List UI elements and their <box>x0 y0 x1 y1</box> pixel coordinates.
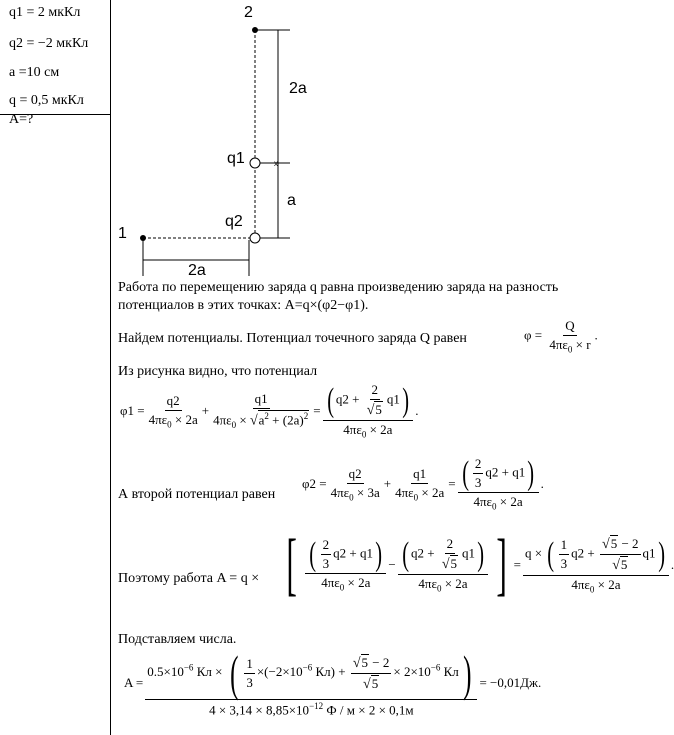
phi1-formula: φ1 = $\frac{q2}{4\pi\varepsilon_0 \times 2a}$ + $\frac{q1}{4\pi\varepsilon_0 \times √a^2 + (2a)^2}$ = ( q2 + $\frac{2}{√5}$ q1) $4\pi\varepsilon_0 \times 2a$ . <box>120 381 419 440</box>
label-q2: q2 <box>225 213 243 230</box>
second-potential-text: А второй потенциал равен <box>118 487 276 502</box>
charge-q1-circle <box>250 158 260 168</box>
given-find: A=? <box>9 112 34 127</box>
given-q: q = 0,5 мкКл <box>9 93 84 108</box>
point-2-dot <box>252 27 258 33</box>
find-potentials-text: Найдем потенциалы. Потенциал точечного заряда Q равен <box>118 331 467 346</box>
work-formula: [ ( $\frac{2}{3}$ q2 + q1) $4\pi\varepsilon_0 \times 2a$ − ( q2 + $\frac{2}{√5}$ q1) $4\pi\varepsilon_0 \times 2a$ ] = q × ( $\frac{1}{3}$ q2 + $\frac{√5 - 2}{√5}$ q1) $4\pi\varepsilon_0 \times 2a$ . <box>286 526 674 603</box>
therefore-work-text: Поэтому работа A = q × <box>118 571 260 586</box>
point-charge-formula: φ = $\frac{Q}{4\pi\varepsilon_0 \times r}$ . <box>524 318 598 355</box>
given-a: a =10 см <box>9 65 60 80</box>
charge-q2-circle <box>250 233 260 243</box>
substitute-text: Подставляем числа. <box>118 632 237 647</box>
figure <box>0 0 666 290</box>
label-q1: q1 <box>227 150 245 167</box>
point-1-dot <box>140 235 146 241</box>
given-q2: q2 = −2 мкКл <box>9 36 89 51</box>
intro-line-2: потенциалов в этих точках: A=q×(φ2−φ1). <box>118 298 369 313</box>
phi2-formula: φ2 = $\frac{q2}{4\pi\varepsilon_0 \times 3a}$ + $\frac{q1}{4\pi\varepsilon_0 \times 2a}$ = ( $\frac{2}{3}$ q2 + q1) $4\pi\varepsilon_0 \times 2a$ . <box>302 454 544 512</box>
result-value: = −0,01Дж <box>479 675 538 691</box>
label-point-1: 1 <box>118 225 127 242</box>
intro-line-1: Работа по перемещению заряда q равна произведению заряда на разность <box>118 280 559 295</box>
from-figure-text: Из рисунка видно, что потенциал <box>118 364 318 379</box>
label-2a-horizontal: 2a <box>188 262 206 279</box>
label-2a-vertical: 2a <box>289 80 307 97</box>
dimension-tick: x <box>274 159 278 168</box>
given-q1: q1 = 2 мкКл <box>9 5 81 20</box>
numeric-formula: A = $0.5\times 10^{-6}$ Кл × ( $\frac{1}{3}$ $\times(-2\times 10^{-6}$ Кл) + $\frac{√5 - 2}{√5}$ × $2\times 10^{-6}$ Кл) $4 \times 3,14 \times 8,85\times 10^{-12}$ Ф / м × 2 × 0,1м = −0,01Дж . <box>124 645 542 718</box>
label-point-2: 2 <box>244 4 253 21</box>
label-a-vertical: a <box>287 192 296 209</box>
